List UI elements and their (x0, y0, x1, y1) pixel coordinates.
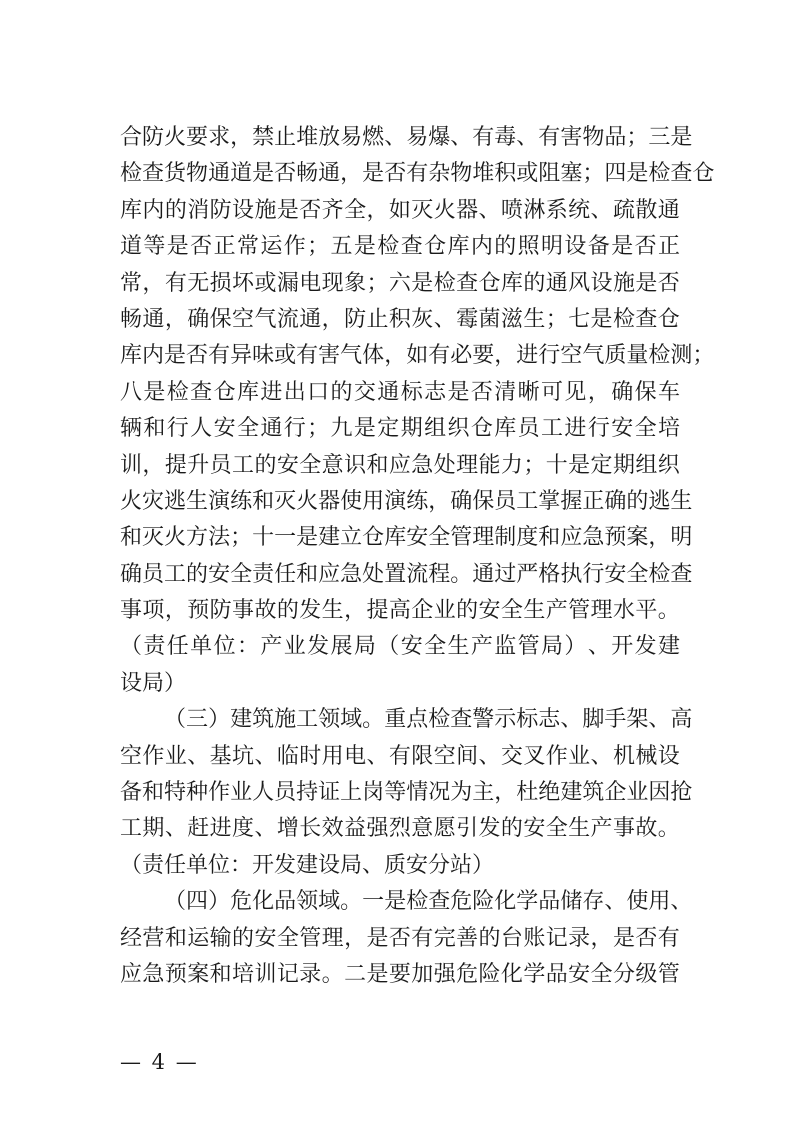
page-number: — 4 — (120, 1050, 199, 1074)
text-line: 空 作 业 、 基 坑 、 临 时 用 电 、 有 限 空 间 、 交 叉 作 业 、 机 械 设 (120, 743, 680, 769)
text-line: 检 查 货 物 通 道 是 否 畅 通 ， 是 否 有 杂 物 堆 积 或 阻 塞 ； 四 是 检 查 仓 (120, 161, 715, 187)
document-body (120, 120, 715, 993)
text-line: 辆 和 行 人 安 全 通 行 ； 九 是 定 期 组 织 仓 库 员 工 进 行 安 全 培 (120, 416, 680, 442)
text-line: 火 灾 逃 生 演 练 和 灭 火 器 使 用 演 练 ， 确 保 员 工 掌 握 正 确 的 逃 生 (120, 488, 693, 514)
paragraph-hazardous-chemicals (120, 884, 693, 993)
text-line: 训 ， 提 升 员 工 的 安 全 意 识 和 应 急 处 理 能 力 ； 十 是 定 期 组 织 (120, 452, 680, 478)
text-line: 备 和 特 种 作 业 人 员 持 证 上 岗 等 情 况 为 主 ， 杜 绝 建 筑 企 业 因 抢 (120, 780, 693, 806)
text-line: 常 ， 有 无 损 坏 或 漏 电 现 象 ； 六 是 检 查 仓 库 的 通 风 设 施 是 否 (120, 270, 680, 296)
text-line: （ 三 ） 建 筑 施 工 领 域 。 重 点 检 查 警 示 标 志 、 脚 手 架 、 高 (164, 707, 693, 733)
text-line: 设局） (120, 670, 187, 696)
paragraph-construction (120, 702, 693, 884)
text-line: （ 四 ） 危 化 品 领 域 。 一 是 检 查 危 险 化 学 品 储 存 、 使 用 、 (164, 889, 693, 915)
text-line: 应 急 预 案 和 培 训 记 录 。 二 是 要 加 强 危 险 化 学 品 安 全 分 级 管 (120, 961, 680, 987)
text-line: 事 项 ， 预 防 事 故 的 发 生 ， 提 高 企 业 的 安 全 生 产 管 理 水 平 。 (120, 598, 680, 624)
text-line: 库 内 的 消 防 设 施 是 否 齐 全 ， 如 灭 火 器 、 喷 淋 系 统 、 疏 散 通 (120, 197, 680, 223)
text-line: 和 灭 火 方 法 ； 十 一 是 建 立 仓 库 安 全 管 理 制 度 和 应 急 预 案 ， 明 (120, 525, 693, 551)
text-line: 库 内 是 否 有 异 味 或 有 害 气 体 ， 如 有 必 要 ， 进 行 空 气 质 量 检 测 ； (120, 343, 715, 369)
text-line: （ 责 任 单 位 ： 产 业 发 展 局 （ 安 全 生 产 监 管 局 ） 、 开 发 建 (120, 634, 680, 660)
text-line: 道 等 是 否 正 常 运 作 ； 五 是 检 查 仓 库 内 的 照 明 设 备 是 否 正 (120, 234, 680, 260)
paragraph-warehouse (120, 120, 715, 702)
text-line: 确 员 工 的 安 全 责 任 和 应 急 处 置 流 程 。 通 过 严 格 执 行 安 全 检 查 (120, 561, 693, 587)
text-line: 经 营 和 运 输 的 安 全 管 理 ， 是 否 有 完 善 的 台 账 记 录 ， 是 否 有 (120, 925, 680, 951)
text-line: 畅 通 ， 确 保 空 气 流 通 ， 防 止 积 灰 、 霉 菌 滋 生 ； 七 是 检 查 仓 (120, 306, 680, 332)
text-line: （责任单位：开发建设局、质安分站） (120, 852, 495, 878)
text-line: 合 防 火 要 求 ， 禁 止 堆 放 易 燃 、 易 爆 、 有 毒 、 有 害 物 品 ； 三 是 (120, 125, 693, 150)
text-line: 八 是 检 查 仓 库 进 出 口 的 交 通 标 志 是 否 清 晰 可 见 ， 确 保 车 (120, 379, 680, 405)
text-line: 工 期 、 赶 进 度 、 增 长 效 益 强 烈 意 愿 引 发 的 安 全 生 产 事 故 。 (120, 816, 680, 842)
